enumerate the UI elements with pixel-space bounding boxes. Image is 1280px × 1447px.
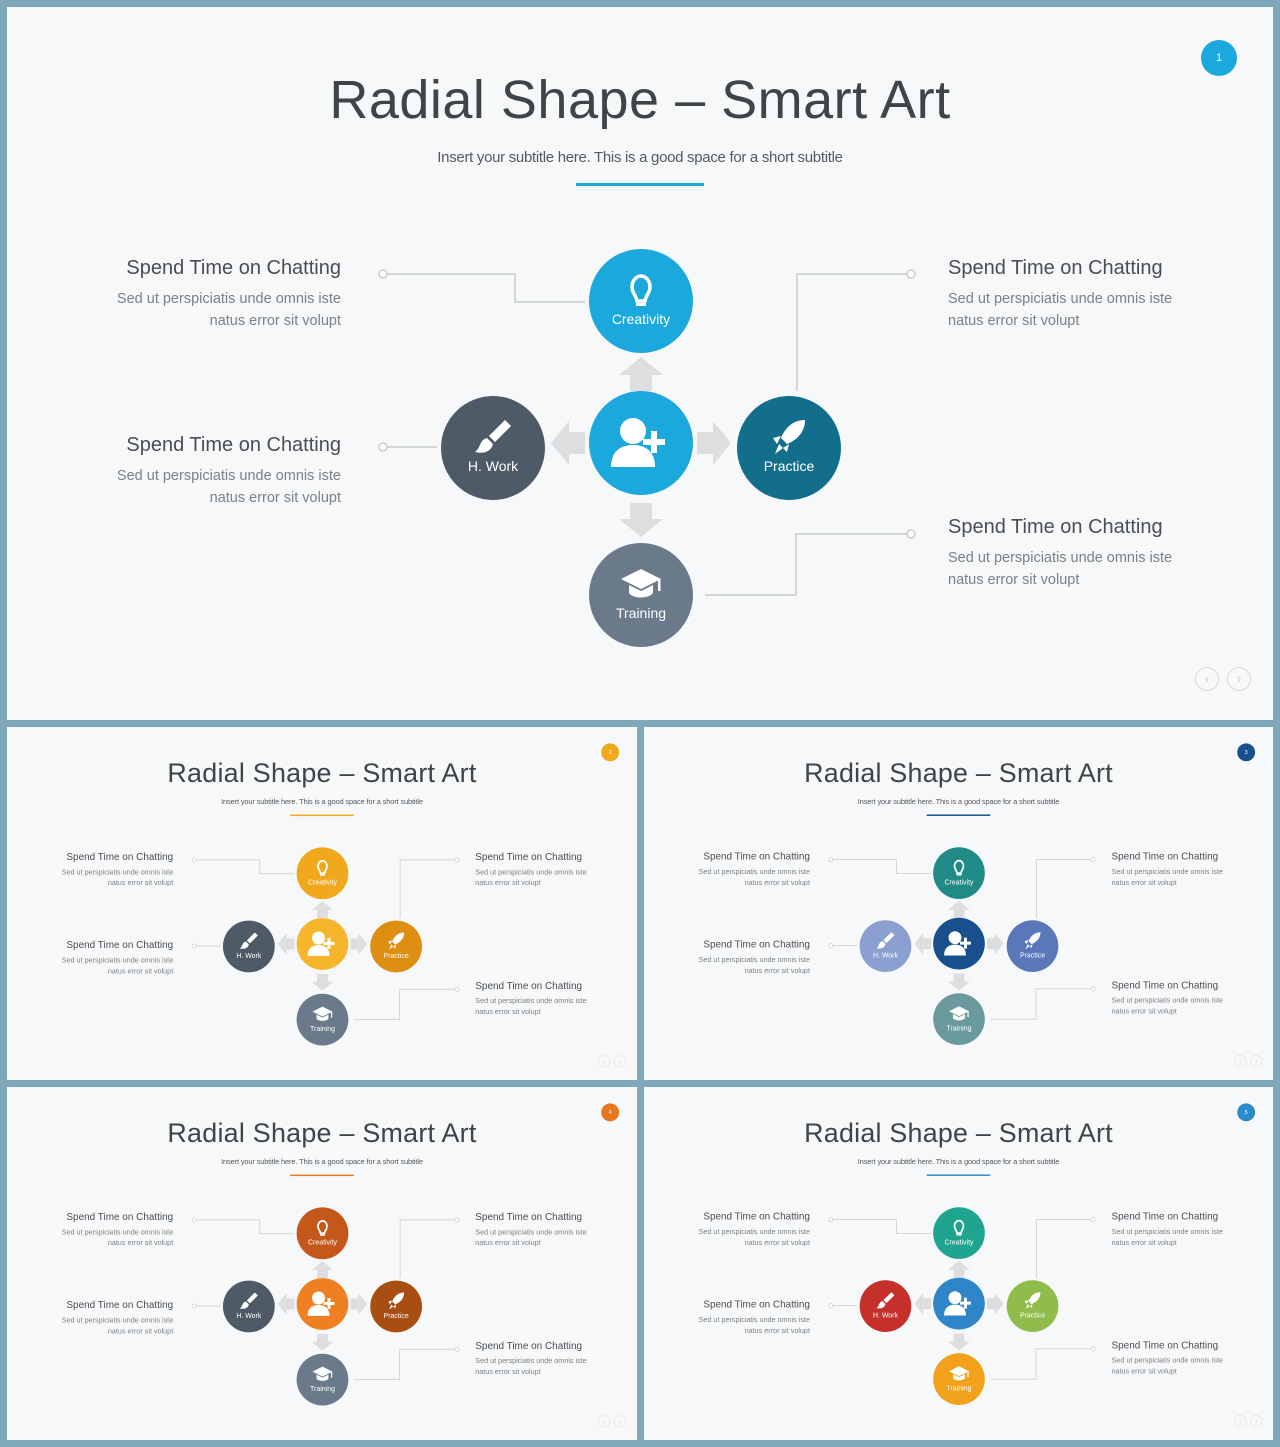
callout-top-left — [81, 257, 341, 332]
callout-body: Sed ut perspiciatis unde omnis iste natus error sit volupt — [61, 868, 174, 888]
callout-body: Sed ut perspiciatis unde omnis iste natus error sit volupt — [1111, 868, 1223, 887]
arrow-up-icon — [948, 1261, 970, 1278]
callout-heading: Spend Time on Chatting — [1111, 1211, 1219, 1223]
callout-body: Sed ut perspiciatis unde omnis iste natus error sit volupt — [61, 1228, 174, 1248]
node-label: Practice — [1019, 1311, 1046, 1320]
connector-dot — [1091, 1347, 1095, 1351]
connector-dot — [192, 944, 196, 948]
node-practice — [1007, 920, 1059, 972]
center-hub — [297, 1278, 349, 1330]
arrow-up-icon — [948, 901, 970, 918]
callout-bottom-right — [1112, 1340, 1241, 1377]
callout-body: Sed ut perspiciatis unde omnis iste natus error sit volupt — [698, 956, 810, 975]
callout-heading: Spend Time on Chatting — [948, 516, 1163, 538]
add-user-icon — [933, 918, 985, 970]
slide-subtitle: Insert your subtitle here. This is a good space for a short subtitle — [857, 797, 1060, 806]
node-label: H. Work — [236, 1311, 262, 1320]
node-label: Creativity — [944, 878, 974, 886]
arrow-left-icon — [278, 1293, 295, 1315]
slide-subtitle: Insert your subtitle here. This is a good space for a short subtitle — [437, 149, 843, 166]
paintbrush-icon — [223, 930, 275, 951]
arrow-right-icon — [987, 933, 1004, 955]
arrow-up-icon — [312, 901, 334, 918]
callout-bottom-right — [1112, 980, 1241, 1017]
arrow-right-icon — [350, 933, 367, 955]
paintbrush-icon — [860, 1289, 912, 1310]
arrow-left-icon — [278, 933, 295, 955]
paintbrush-icon — [223, 1290, 275, 1311]
connector-dot — [829, 858, 833, 862]
page-number-badge: 1 — [1201, 40, 1237, 76]
node-creativity — [933, 1207, 985, 1259]
node-training — [933, 993, 985, 1045]
node-label: H. Work — [467, 458, 519, 474]
node-h-work — [441, 396, 545, 500]
connector-dot — [455, 1347, 459, 1351]
node-h-work — [223, 1281, 275, 1333]
callout-heading: Spend Time on Chatting — [66, 1299, 174, 1311]
callout-middle-left — [681, 1299, 810, 1336]
center-hub — [933, 918, 985, 970]
add-user-icon — [589, 391, 693, 495]
connector-dot — [829, 1218, 833, 1222]
node-creativity — [933, 847, 985, 899]
connector-dot — [1091, 1218, 1095, 1222]
arrow-right-icon — [987, 1293, 1004, 1315]
slide-title: Radial Shape – Smart Art — [804, 1118, 1113, 1149]
page-number-badge: 4 — [601, 1103, 619, 1121]
slide-title: Radial Shape – Smart Art — [167, 758, 477, 789]
slide-3 — [644, 727, 1273, 1080]
lightbulb-icon — [297, 1216, 349, 1237]
connector-dot — [379, 270, 387, 278]
callout-body: Sed ut perspiciatis unde omnis iste natus error sit volupt — [116, 291, 341, 329]
callout-top-right — [475, 1211, 604, 1248]
prev-slide-button[interactable]: ‹ — [1195, 667, 1219, 691]
connector-dot — [829, 944, 833, 948]
slide-5 — [644, 1087, 1273, 1440]
callout-body: Sed ut perspiciatis unde omnis iste natus error sit volupt — [1111, 1356, 1223, 1376]
next-slide-button[interactable]: › — [1227, 667, 1251, 691]
callout-top-right — [1112, 851, 1241, 888]
arrow-down-icon — [312, 974, 334, 991]
page-number-badge: 2 — [601, 743, 619, 761]
callout-heading: Spend Time on Chatting — [66, 1211, 174, 1223]
node-label: Training — [946, 1024, 972, 1033]
node-label: H. Work — [872, 1311, 898, 1320]
callout-body: Sed ut perspiciatis unde omnis iste natus error sit volupt — [948, 550, 1173, 588]
connector-dot — [192, 1218, 196, 1222]
callout-body: Sed ut perspiciatis unde omnis iste natus error sit volupt — [1111, 996, 1223, 1016]
slide-title: Radial Shape – Smart Art — [804, 758, 1113, 789]
arrow-right-icon — [697, 421, 731, 465]
callout-body: Sed ut perspiciatis unde omnis iste natus error sit volupt — [475, 1228, 587, 1248]
connector-dot — [829, 1304, 833, 1308]
node-creativity — [589, 249, 693, 353]
arrow-down-icon — [312, 1334, 334, 1351]
arrow-left-icon — [914, 933, 931, 955]
callout-heading: Spend Time on Chatting — [126, 257, 341, 279]
callout-heading: Spend Time on Chatting — [126, 434, 341, 456]
callout-heading: Spend Time on Chatting — [475, 980, 583, 992]
callout-heading: Spend Time on Chatting — [1111, 1339, 1219, 1351]
paintbrush-icon — [441, 414, 545, 456]
callout-body: Sed ut perspiciatis unde omnis iste natus error sit volupt — [948, 291, 1173, 329]
callout-top-right — [948, 257, 1208, 332]
prev-slide-button[interactable]: ‹ — [598, 1055, 610, 1067]
node-creativity — [297, 847, 349, 899]
callout-middle-left — [44, 939, 173, 976]
rocket-icon — [1007, 1289, 1059, 1310]
node-h-work — [860, 920, 912, 972]
callout-top-right — [475, 851, 604, 888]
callout-bottom-right — [475, 1340, 604, 1377]
node-label: Creativity — [611, 311, 671, 327]
node-label: Practice — [383, 1311, 409, 1320]
callout-middle-left — [81, 434, 341, 509]
prev-slide-button[interactable]: ‹ — [1234, 1055, 1246, 1067]
callout-heading: Spend Time on Chatting — [703, 851, 810, 863]
callout-heading: Spend Time on Chatting — [703, 939, 810, 951]
callout-heading: Spend Time on Chatting — [948, 257, 1163, 279]
callout-body: Sed ut perspiciatis unde omnis iste natus error sit volupt — [1111, 1228, 1223, 1247]
callout-body: Sed ut perspiciatis unde omnis iste natus error sit volupt — [61, 956, 174, 976]
callout-top-right — [1112, 1211, 1241, 1248]
node-training — [297, 994, 349, 1046]
callout-body: Sed ut perspiciatis unde omnis iste natus error sit volupt — [116, 468, 341, 506]
slide-2 — [7, 727, 637, 1080]
node-h-work — [860, 1280, 912, 1332]
graduation-cap-icon — [297, 1363, 349, 1384]
callout-body: Sed ut perspiciatis unde omnis iste natus error sit volupt — [698, 1316, 810, 1335]
node-label: Creativity — [307, 1238, 338, 1247]
node-label: Training — [615, 605, 667, 621]
add-user-icon — [297, 1278, 349, 1330]
arrow-up-icon — [312, 1261, 334, 1278]
center-hub — [933, 1278, 985, 1330]
slide-subtitle: Insert your subtitle here. This is a good space for a short subtitle — [221, 797, 423, 807]
connector-dot — [1091, 987, 1095, 991]
connector-dot — [455, 858, 459, 862]
callout-body: Sed ut perspiciatis unde omnis iste natus error sit volupt — [475, 997, 587, 1017]
arrow-left-icon — [551, 421, 585, 465]
callout-body: Sed ut perspiciatis unde omnis iste natus error sit volupt — [698, 1228, 810, 1247]
node-h-work — [223, 921, 275, 973]
graduation-cap-icon — [589, 561, 693, 603]
connector-dot — [192, 858, 196, 862]
node-practice — [370, 921, 422, 973]
node-training — [589, 543, 693, 647]
connector-dot — [907, 530, 915, 538]
arrow-right-icon — [350, 1293, 367, 1315]
arrow-down-icon — [948, 1333, 970, 1350]
callout-middle-left — [681, 939, 810, 976]
arrow-down-icon — [948, 973, 970, 990]
page-number-badge: 3 — [1237, 743, 1255, 761]
node-label: Practice — [383, 951, 409, 960]
add-user-icon — [297, 918, 349, 970]
next-slide-button[interactable]: › — [1250, 1055, 1262, 1067]
arrow-down-icon — [619, 503, 663, 537]
callout-heading: Spend Time on Chatting — [703, 1299, 810, 1311]
node-practice — [737, 396, 841, 500]
rocket-icon — [370, 930, 422, 951]
callout-heading: Spend Time on Chatting — [703, 1211, 810, 1223]
node-training — [297, 1354, 349, 1406]
node-practice — [1007, 1280, 1059, 1332]
node-label: Training — [310, 1024, 335, 1033]
rocket-icon — [1007, 929, 1059, 950]
lightbulb-icon — [933, 856, 985, 877]
node-label: Training — [310, 1384, 335, 1393]
slide-1 — [7, 7, 1273, 720]
slide-title: Radial Shape – Smart Art — [329, 70, 951, 130]
prev-slide-button[interactable]: ‹ — [598, 1415, 610, 1427]
next-slide-button[interactable]: › — [614, 1415, 626, 1427]
center-hub — [297, 918, 349, 970]
node-label: H. Work — [236, 951, 262, 960]
next-slide-button[interactable]: › — [1250, 1415, 1262, 1427]
node-label: Practice — [763, 458, 815, 474]
callout-body: Sed ut perspiciatis unde omnis iste natus error sit volupt — [475, 1357, 587, 1377]
connector-dot — [455, 1218, 459, 1222]
callout-heading: Spend Time on Chatting — [1111, 979, 1219, 991]
graduation-cap-icon — [933, 1002, 985, 1023]
rocket-icon — [737, 414, 841, 456]
arrow-left-icon — [914, 1293, 931, 1315]
connector-dot — [192, 1304, 196, 1308]
callout-heading: Spend Time on Chatting — [66, 939, 174, 951]
add-user-icon — [933, 1278, 985, 1330]
callout-heading: Spend Time on Chatting — [475, 851, 583, 863]
next-slide-button[interactable]: › — [614, 1055, 626, 1067]
rocket-icon — [370, 1290, 422, 1311]
callout-bottom-right — [948, 516, 1208, 591]
slide-subtitle: Insert your subtitle here. This is a good space for a short subtitle — [857, 1157, 1060, 1166]
lightbulb-icon — [297, 856, 349, 877]
callout-top-left — [44, 1211, 173, 1248]
node-label: H. Work — [872, 951, 898, 960]
node-label: Training — [946, 1384, 972, 1393]
center-hub — [589, 391, 693, 495]
node-label: Practice — [1019, 951, 1046, 960]
callout-top-left — [681, 1211, 810, 1248]
callout-heading: Spend Time on Chatting — [1111, 851, 1219, 863]
callout-top-left — [44, 851, 173, 888]
lightbulb-icon — [933, 1216, 985, 1237]
slide-subtitle: Insert your subtitle here. This is a good space for a short subtitle — [221, 1157, 423, 1167]
prev-slide-button[interactable]: ‹ — [1234, 1415, 1246, 1427]
callout-heading: Spend Time on Chatting — [475, 1211, 583, 1223]
lightbulb-icon — [589, 267, 693, 309]
graduation-cap-icon — [297, 1003, 349, 1024]
slide-4 — [7, 1087, 637, 1440]
callout-body: Sed ut perspiciatis unde omnis iste natus error sit volupt — [698, 868, 810, 887]
callout-bottom-right — [475, 980, 604, 1017]
node-label: Creativity — [944, 1238, 974, 1246]
callout-heading: Spend Time on Chatting — [66, 851, 174, 863]
connector-dot — [1091, 858, 1095, 862]
node-creativity — [297, 1207, 349, 1259]
connector-dot — [379, 443, 387, 451]
page-number-badge: 5 — [1237, 1103, 1255, 1121]
callout-body: Sed ut perspiciatis unde omnis iste natus error sit volupt — [475, 868, 587, 888]
connector-dot — [907, 270, 915, 278]
slide-title: Radial Shape – Smart Art — [167, 1118, 477, 1149]
arrow-up-icon — [619, 357, 663, 391]
paintbrush-icon — [860, 929, 912, 950]
node-practice — [370, 1281, 422, 1333]
connector-dot — [455, 987, 459, 991]
callout-middle-left — [44, 1299, 173, 1336]
graduation-cap-icon — [933, 1362, 985, 1383]
callout-top-left — [681, 851, 810, 888]
node-training — [933, 1353, 985, 1405]
callout-heading: Spend Time on Chatting — [475, 1340, 583, 1352]
node-label: Creativity — [307, 878, 338, 887]
callout-body: Sed ut perspiciatis unde omnis iste natus error sit volupt — [61, 1316, 174, 1336]
